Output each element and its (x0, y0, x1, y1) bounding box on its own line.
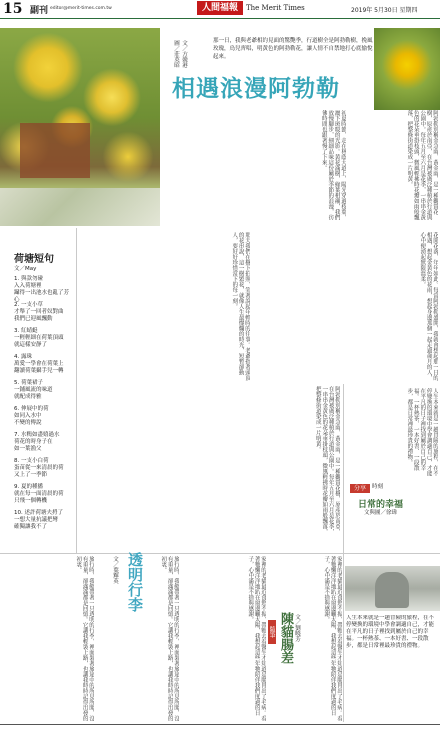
poem-stanza: 10. 述許荷塘夫捋了 一想大量抗議把彎 確獨讓我不了 (14, 510, 63, 530)
poem-stanza: 3. 紅蜻蜓 一輕輕細在荷葉頂頭 就這樣安靜了 (14, 328, 64, 348)
feature-body-column-e: 阿勃勒別稱金急雨、黃金雨，是一種觀賞花樹，原產於南亞，在台灣被廣泛種植於行道與公園中。每年五月至六月是花季，一串串金黃色的花朵垂掛枝頭，微風輕拂時花瓣如雨般飄落，把整條街道染成一片明黃。 (314, 386, 340, 535)
poem-stanza: 6. 伸展中的荷 如同入水中 不變的傳說 (14, 406, 49, 426)
feature-body-column-c: 那天我們在樹下拍照，笑著說起年輕時的往事。老爺指著頭頂的花串說，這一樹繁花，就像人生最燦爛的時光，短暫卻動人，要好好珍惜當下的每一刻。 (231, 232, 250, 381)
buddha-statue-photo (345, 566, 440, 611)
column-divider (76, 228, 77, 553)
cat-essay-byline: 文／劉曉芳 (294, 614, 300, 642)
newspaper-english-name: The Merit Times (246, 4, 305, 12)
transparent-luggage-body: 旅行時，我總帶著一只透明的行李，裡面裝著旅途中的所見所聞，沒有重量，卻滿滿都是回憶。它讓我輕裝上路，也讓我時時記得出發的初衷。 (75, 556, 94, 721)
poem-stanza: 4. 露珠 萬愛一學會在荷葉上 翻讀荷葉攝手兒一轉 (14, 354, 64, 374)
shadow-ground-in-photo (0, 188, 160, 226)
poem-stanza: 5. 荷葉裙子 一鋪風流的味道 就配成得雅 (14, 380, 53, 400)
editor-email: editor@merit-times.com.tw (50, 6, 112, 11)
poem-box (2, 226, 74, 551)
page-number: 15 (3, 1, 23, 17)
poem-stanza: 2. 一支小草 才舉了一回者奴對曲 我們已迎風飄動 (14, 302, 64, 322)
golden-shower-flower-photo (374, 28, 440, 110)
section-name: 副刊 (30, 6, 49, 16)
happiness-title: 日常的幸福 (358, 500, 404, 510)
feature-body-column-b: 初夏時節，走在林蔭大道上，陽光穿過枝葉，灑下斑駁的光影。黃花滿樹，綠葉相襯，我們放慢腳步，細細品味這份屬於季節的浪漫，彷彿時間也跟著慢了下來。 (320, 110, 346, 220)
poem-title: 荷塘短句 (14, 254, 54, 265)
page-bottom-rule (0, 724, 440, 725)
transparent-luggage-byline: 文／葉輝英 (112, 556, 118, 584)
happiness-body-bottom: 人生本來就是一趟冒險的旅程，在不停變換的環境中學會調適自己，才能在平凡的日子裡找到屬於自己的幸福。一杯熱茶、一本好書、一段散步，都是日常裡最珍貴的禮物。 (346, 615, 435, 649)
poem-stanza: 7. 水鴨如盡嬉過水 荷花的時身子在 如一葉漁父 (14, 432, 60, 452)
column-divider (343, 384, 344, 722)
happiness-body-top: 人生本來就是一趟冒險的旅程，在不停變換的環境中學會調適自己，才能在平凡的日子裡找到屬於自己的幸福。一杯熱茶、一本好書、一段散步，都是日常裡最珍貴的禮物。 (406, 388, 438, 476)
transparent-luggage-title: 透明行李 (126, 552, 144, 612)
feature-body-column-a: 阿勃勒別稱金急雨、黃金雨，是一種觀賞花樹，原產於南亞，在台灣被廣泛種植於行道與公園中。每年五月至六月是花季，一串串金黃色的花朵垂掛枝頭，微風輕拂時花瓣如雨般飄落，把整條街道染成一片明黃。 (406, 110, 438, 220)
cassia-tree-photo (0, 28, 160, 226)
poem-stanza: 8. 一支小白荷 蛋苗從一來清晨的荷 又上了一季節 (14, 458, 64, 478)
poem-stanza: 1. 與款勿碰 入入荷塘裡 躡得一出池水也亂了芳心 (14, 276, 70, 303)
poem-author: 文／May (14, 266, 37, 272)
page-header (0, 0, 440, 19)
cat-essay-body: 家裡的老貓最近食慾不振，帶牠去看醫生才知道是腸胃出了毛病。看著牠懶洋洋地趴在窗邊曬太陽，我想起這些年牠陪伴我們度過的日子，心中滿是不捨與感謝。 (247, 556, 266, 721)
feature-byline: 文／方競港 圖／莊英昭 (173, 40, 187, 73)
feature-body-column-d: 花開花落，年年如此。每當阿勃勒盛開，我就會想起那一日的相遇，想起金黃色的花雨，想起身邊那個一起走過歲月的人，心中便湧起無限溫柔。 (419, 232, 438, 381)
cat-essay-tag: 隨筆 (268, 620, 276, 644)
row-divider (0, 553, 440, 554)
statue-figure (375, 572, 409, 608)
share-tag: 分享 (350, 484, 370, 493)
feature-title: 相遇浪漫阿勃勒 (172, 75, 340, 102)
cat-essay-body-2: 家裡的老貓最近食慾不振，帶牠去看醫生才知道是腸胃出了毛病。看著牠懶洋洋地趴在窗邊曬太陽，我想起這些年牠陪伴我們度過的日子，心中滿是不捨與感謝。 (323, 556, 342, 721)
poem-stanza: 9. 夏的種播 就在每一面清晨的荷 只飛一個轉機 (14, 484, 64, 504)
newspaper-logo: 人間福報 (197, 1, 243, 15)
share-tag-suffix: 時刻 (372, 484, 384, 490)
feature-intro: 那一日，我與老爺相約見面的驚艷季，行道樹全是阿勃勒樹，挽風玫瑰，鳥兒齊唱，明黃色的阿勃勒花，讓人情不自禁地打心底愉悅起來。 (213, 38, 373, 60)
issue-date: 2019年 5月30日 星期四 (351, 7, 418, 14)
cat-essay-title: 陳貓腸差 (278, 612, 293, 664)
transparent-luggage-body-2: 旅行時，我總帶著一只透明的行李，裡面裝著旅途中的所見所聞，沒有重量，卻滿滿都是回憶。它讓我輕裝上路，也讓我時時記得出發的初衷。 (160, 556, 179, 721)
house-in-photo (20, 123, 90, 178)
happiness-byline: 文與圖／徐瑋 (364, 510, 398, 516)
